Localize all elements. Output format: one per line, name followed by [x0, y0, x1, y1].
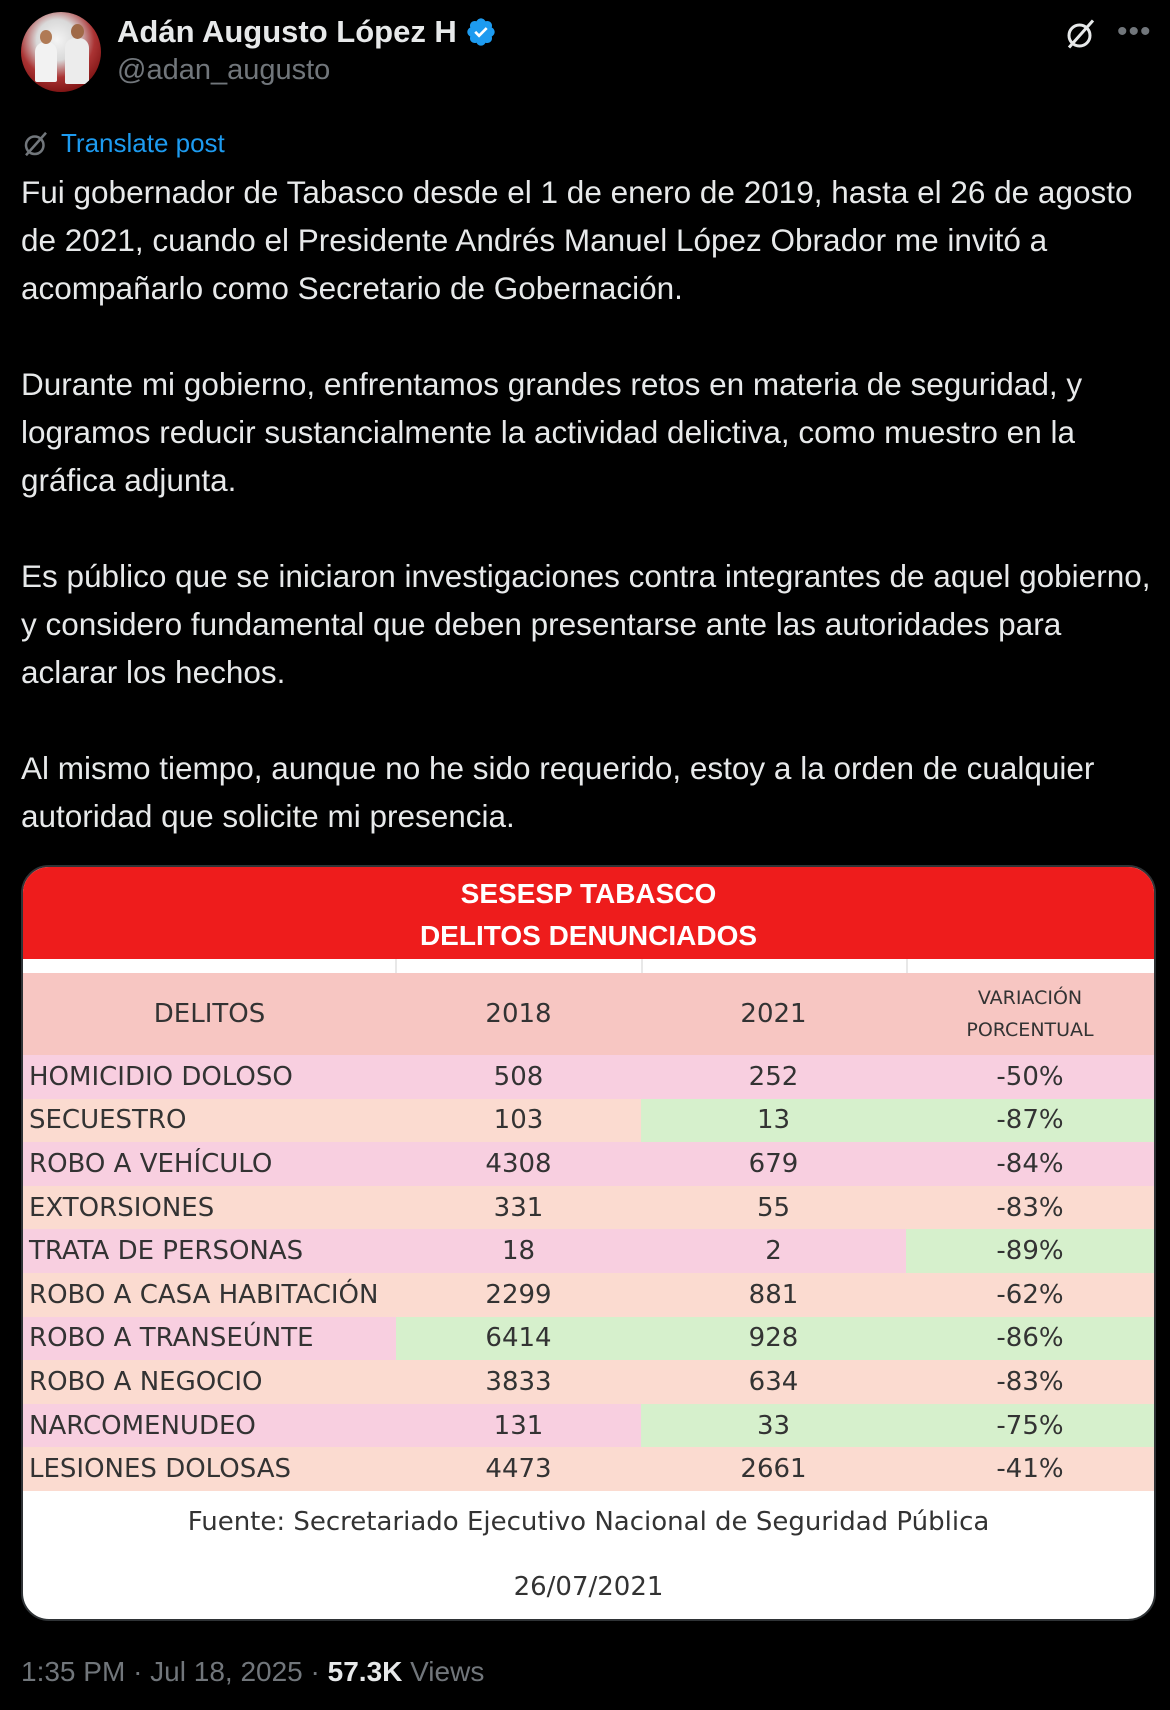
post-paragraph: Al mismo tiempo, aunque no he sido requerido, estoy a la orden de cualquier autoridad que solicite mi presencia.: [21, 750, 1095, 834]
table-row: [23, 1447, 1154, 1491]
table-header-row: [23, 973, 1154, 1055]
cell-2018: 103: [396, 1099, 641, 1143]
post-time[interactable]: 1:35 PM: [21, 1656, 126, 1687]
author-handle[interactable]: @adan_augusto: [117, 54, 331, 86]
more-options-icon[interactable]: •••: [1117, 15, 1152, 48]
cell-variacion: -75%: [906, 1404, 1154, 1448]
avatar-figure-head: [71, 24, 84, 39]
cell-2018: 4473: [396, 1447, 641, 1491]
cell-2021: 33: [641, 1404, 906, 1448]
cell-2018: 6414: [396, 1317, 641, 1361]
cell-delito: ROBO A NEGOCIO: [23, 1360, 396, 1404]
header-variacion-line2: PORCENTUAL: [966, 1019, 1094, 1041]
cell-2021: 13: [641, 1099, 906, 1143]
cell-2018: 4308: [396, 1142, 641, 1186]
image-title-banner: [23, 867, 1154, 959]
crimes-table: [23, 973, 1154, 1491]
image-title-line1: SESESP TABASCO: [460, 878, 717, 909]
table-row: [23, 1404, 1154, 1448]
cell-delito: TRATA DE PERSONAS: [23, 1229, 396, 1273]
post-meta: [21, 1656, 484, 1688]
table-row: [23, 1317, 1154, 1361]
avatar-figure: [35, 42, 57, 82]
cell-delito: HOMICIDIO DOLOSO: [23, 1055, 396, 1099]
header-2018: 2018: [396, 973, 641, 1055]
cell-2018: 2299: [396, 1273, 641, 1317]
cell-2021: 679: [641, 1142, 906, 1186]
table-row: [23, 1142, 1154, 1186]
column-divider: [641, 959, 643, 973]
header-2021: 2021: [641, 973, 906, 1055]
image-title-line2: DELITOS DENUNCIADOS: [419, 920, 758, 951]
cell-delito: NARCOMENUDEO: [23, 1404, 396, 1448]
views-count: 57.3K: [327, 1656, 403, 1687]
cell-variacion: -83%: [906, 1360, 1154, 1404]
cell-2021: 881: [641, 1273, 906, 1317]
author-name[interactable]: Adán Augusto López H: [117, 14, 457, 49]
column-divider: [906, 959, 908, 973]
post-paragraph: Durante mi gobierno, enfrentamos grandes retos en materia de seguridad, y logramos reducir sustancialmente la actividad delictiva, como muestro en la gráfica adjunta.: [21, 366, 1083, 498]
avatar-figure: [65, 38, 89, 84]
translate-icon: [21, 129, 51, 159]
table-row: [23, 1055, 1154, 1099]
table-row: [23, 1229, 1154, 1273]
cell-variacion: -89%: [906, 1229, 1154, 1273]
meta-separator: ·: [310, 1656, 320, 1687]
cell-variacion: -86%: [906, 1317, 1154, 1361]
verified-badge-icon: [465, 16, 497, 48]
avatar-figure-head: [40, 30, 52, 44]
cell-2018: 508: [396, 1055, 641, 1099]
cell-variacion: -62%: [906, 1273, 1154, 1317]
post-paragraph: Es público que se iniciaron investigaciones contra integrantes de aquel gobierno, y considero fundamental que deben presentarse ante las autoridades para aclarar los hechos.: [21, 558, 1151, 690]
cell-variacion: -84%: [906, 1142, 1154, 1186]
author-name-row[interactable]: [117, 14, 497, 50]
views-label: Views: [410, 1656, 485, 1687]
table-row: [23, 1099, 1154, 1143]
cell-delito: SECUESTRO: [23, 1099, 396, 1143]
post-paragraph: Fui gobernador de Tabasco desde el 1 de enero de 2019, hasta el 26 de agosto de 2021, cuando el Presidente Andrés Manuel López Obrador me invitó a acompañarlo como Secretario de Gobernación.: [21, 174, 1133, 306]
cell-variacion: -87%: [906, 1099, 1154, 1143]
cell-delito: LESIONES DOLOSAS: [23, 1447, 396, 1491]
table-source: Fuente: Secretariado Ejecutivo Nacional de Seguridad Pública: [187, 1507, 990, 1537]
author-avatar[interactable]: [21, 12, 101, 92]
cell-variacion: -41%: [906, 1447, 1154, 1491]
attached-image[interactable]: [21, 865, 1156, 1621]
meta-separator: ·: [133, 1656, 143, 1687]
table-row: [23, 1273, 1154, 1317]
header-variacion-line1: VARIACIÓN: [977, 987, 1083, 1009]
cell-2018: 331: [396, 1186, 641, 1230]
cell-2021: 252: [641, 1055, 906, 1099]
header-variacion: [906, 973, 1154, 1055]
cell-2018: 3833: [396, 1360, 641, 1404]
cell-delito: EXTORSIONES: [23, 1186, 396, 1230]
cell-variacion: -83%: [906, 1186, 1154, 1230]
cell-2021: 928: [641, 1317, 906, 1361]
table-date: 26/07/2021: [513, 1572, 664, 1602]
cell-2021: 2: [641, 1229, 906, 1273]
cell-delito: ROBO A VEHÍCULO: [23, 1142, 396, 1186]
table-row: [23, 1186, 1154, 1230]
translate-post-link[interactable]: [21, 128, 225, 159]
cell-2018: 131: [396, 1404, 641, 1448]
table-row: [23, 1360, 1154, 1404]
column-divider: [395, 959, 397, 973]
cell-delito: ROBO A CASA HABITACIÓN: [23, 1273, 396, 1317]
cell-variacion: -50%: [906, 1055, 1154, 1099]
cell-2021: 55: [641, 1186, 906, 1230]
table-gap: [23, 959, 1154, 973]
cell-delito: ROBO A TRANSEÚNTE: [23, 1317, 396, 1361]
grok-icon[interactable]: [1063, 16, 1099, 52]
cell-2021: 2661: [641, 1447, 906, 1491]
translate-label: Translate post: [61, 128, 225, 158]
cell-2018: 18: [396, 1229, 641, 1273]
header-delitos: DELITOS: [23, 973, 396, 1055]
cell-2021: 634: [641, 1360, 906, 1404]
post-date[interactable]: Jul 18, 2025: [150, 1656, 303, 1687]
post-text: [21, 168, 1156, 840]
